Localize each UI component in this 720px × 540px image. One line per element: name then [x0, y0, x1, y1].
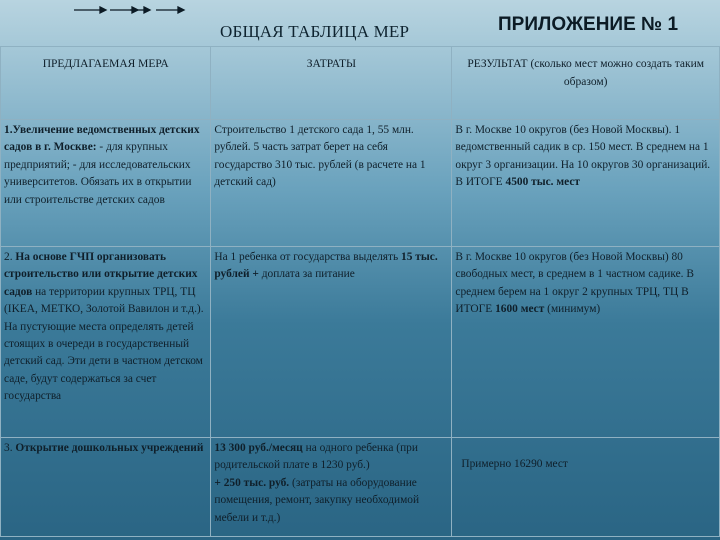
page-title: ОБЩАЯ ТАБЛИЦА МЕР — [220, 22, 410, 41]
column-header-measure: ПРЕДЛАГАЕМАЯ МЕРА — [1, 47, 211, 120]
measure-number: 2. — [4, 251, 13, 263]
measure-detail: на территории крупных ТРЦ, ТЦ (IKEA, МЕТКО, Золотой Вавилон и т.д.). На пустующие места определять детей стоящих в очереди в государственный детский сад. Эти дети в частном детском саде, будут содержаться за счет государства — [4, 285, 204, 403]
measure-cell — [1, 438, 211, 537]
result-total-prefix: В ИТОГЕ — [455, 176, 503, 189]
result-cell — [452, 438, 720, 537]
cost-text: Строительство 1 детского сада 1, 55 млн. рублей. 5 часть затрат берет на себя государство 310 тыс. рублей (в расчете на 1 детский сад) — [214, 124, 426, 189]
appendix-label: ПРИЛОЖЕНИЕ № 1 — [498, 14, 679, 35]
measure-detail: - для крупных предприятий; - для исследовательских университетов. Обязать их в открытии или строительстве детских садов — [4, 141, 192, 206]
cost-cell — [211, 247, 452, 438]
result-total: 1600 мест — [495, 303, 545, 316]
result-text: В г. Москве 10 округов (без Новой Москвы) 80 свободных мест, в среднем в 1 частном садике. В среднем берем на 1 округ 2 крупных ТРЦ, ТЦ — [455, 251, 694, 298]
result-total-suffix: (минимум) — [547, 303, 601, 316]
decorative-arrows — [70, 2, 190, 18]
cost-cell — [211, 438, 452, 537]
measures-table — [0, 46, 720, 537]
table-row — [1, 120, 720, 247]
result-total-prefix: В ИТОГЕ — [455, 285, 689, 316]
cost-cell — [211, 120, 452, 247]
table-header-row — [1, 47, 720, 120]
measure-title: На основе ГЧП организовать строительство или открытие детских садов — [4, 251, 198, 298]
cost-extra-amount: + 250 тыс. руб. — [214, 476, 290, 489]
cost-detail: (затраты на оборудование помещения, ремонт, закупку необходимой мебели и т.д.) — [214, 476, 420, 524]
result-cell — [452, 120, 720, 247]
result-total: 4500 тыс. мест — [505, 176, 580, 189]
column-header-cost: ЗАТРАТЫ — [211, 47, 452, 120]
measure-cell — [1, 247, 211, 438]
table-row — [1, 438, 720, 537]
cost-detail: доплата за питание — [261, 268, 355, 281]
cost-amount: 13 300 руб./месяц — [214, 442, 303, 454]
cost-text: На 1 ребенка от государства выделять — [214, 251, 399, 263]
measure-number: 3. — [4, 442, 13, 454]
column-header-result: РЕЗУЛЬТАТ (сколько мест можно создать таким образом) — [452, 47, 720, 120]
table-row — [1, 247, 720, 438]
measure-cell — [1, 120, 211, 247]
result-cell — [452, 247, 720, 438]
measure-title: Открытие дошкольных учреждений — [15, 442, 204, 454]
cost-amount: 15 тыс. рублей + — [214, 251, 438, 281]
cost-text: на одного ребенка (при родительской плате в 1230 руб.) — [214, 442, 418, 472]
result-text: Примерно 16290 мест — [461, 458, 568, 470]
measure-title: 1.Увеличение ведомственных детских садов в г. Москве: — [4, 124, 200, 154]
result-text: В г. Москве 10 округов (без Новой Москвы). 1 ведомственный садик в ср. 150 мест. В среднем на 1 округ 3 организации. На 10 округов 30 организаций. — [455, 124, 711, 171]
